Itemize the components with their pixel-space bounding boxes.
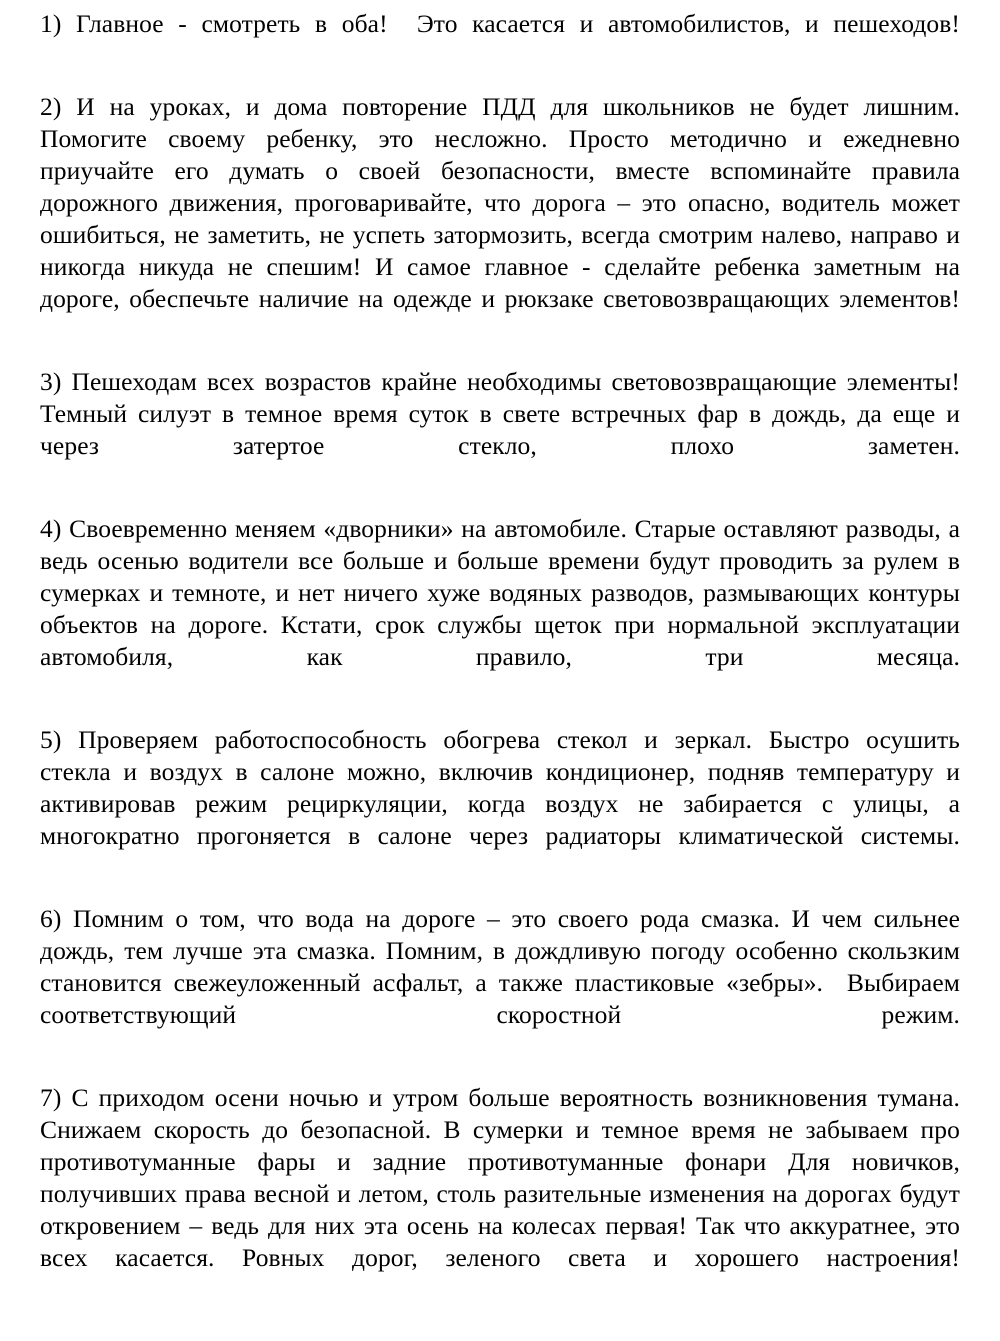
paragraph-7: 7) С приходом осени ночью и утром больше вероятность возникновения тумана. Снижаем скорость до безопасной. В сумерки и темное время не забываем про противотуманные фары и задние противотуманные фонари Для новичков, получивших права весной и летом, столь разительные изменения на дорогах будут откровением – ведь для них эта осень на колесах первая! Так что аккуратнее, это всех касается. Ровных дорог, зеленого света и хорошего настроения! <box>40 1083 967 1272</box>
paragraph-1: 1) Главное - смотреть в оба! Это касается и автомобилистов, и пешеходов! <box>40 9 960 38</box>
paragraph-3: 3) Пешеходам всех возрастов крайне необходимы световозвращающие элементы! Темный силуэт в темное время суток в свете встречных фар в дождь, да еще и через затертое стекло, плохо заметен. <box>40 367 967 460</box>
paragraph-4: 4) Своевременно меняем «дворники» на автомобиле. Старые оставляют разводы, а ведь осенью водители все больше и больше времени будут проводить за рулем в сумерках и темноте, и нет ничего хуже водяных разводов, размывающих контуры объектов на дороге. Кстати, срок службы щеток при нормальной эксплуатации автомобиля, как правило, три месяца. <box>40 514 967 671</box>
document-text-body <box>40 8 967 1306</box>
paragraph-6: 6) Помним о том, что вода на дороге – это своего рода смазка. И чем сильнее дождь, тем лучше эта смазка. Помним, в дождливую погоду особенно скользким становится свежеуложенный асфальт, а также пластиковые «зебры». Выбираем соответствующий скоростной режим. <box>40 904 967 1029</box>
paragraph-2: 2) И на уроках, и дома повторение ПДД для школьников не будет лишним. Помогите своему ребенку, это несложно. Просто методично и ежедневно приучайте его думать о своей безопасности, вместе вспоминайте правила дорожного движения, проговаривайте, что дорога – это опасно, водитель может ошибиться, не заметить, не успеть затормозить, всегда смотрим налево, направо и никогда никуда не спешим! И самое главное - сделайте ребенка заметным на дороге, обеспечьте наличие на одежде и рюкзаке световозвращающих элементов! <box>40 92 967 313</box>
paragraph-5: 5) Проверяем работоспособность обогрева стекол и зеркал. Быстро осушить стекла и воздух в салоне можно, включив кондиционер, подняв температуру и активировав режим рециркуляции, когда воздух не забирается с улицы, а многократно прогоняется в салоне через радиаторы климатической системы. <box>40 725 967 850</box>
